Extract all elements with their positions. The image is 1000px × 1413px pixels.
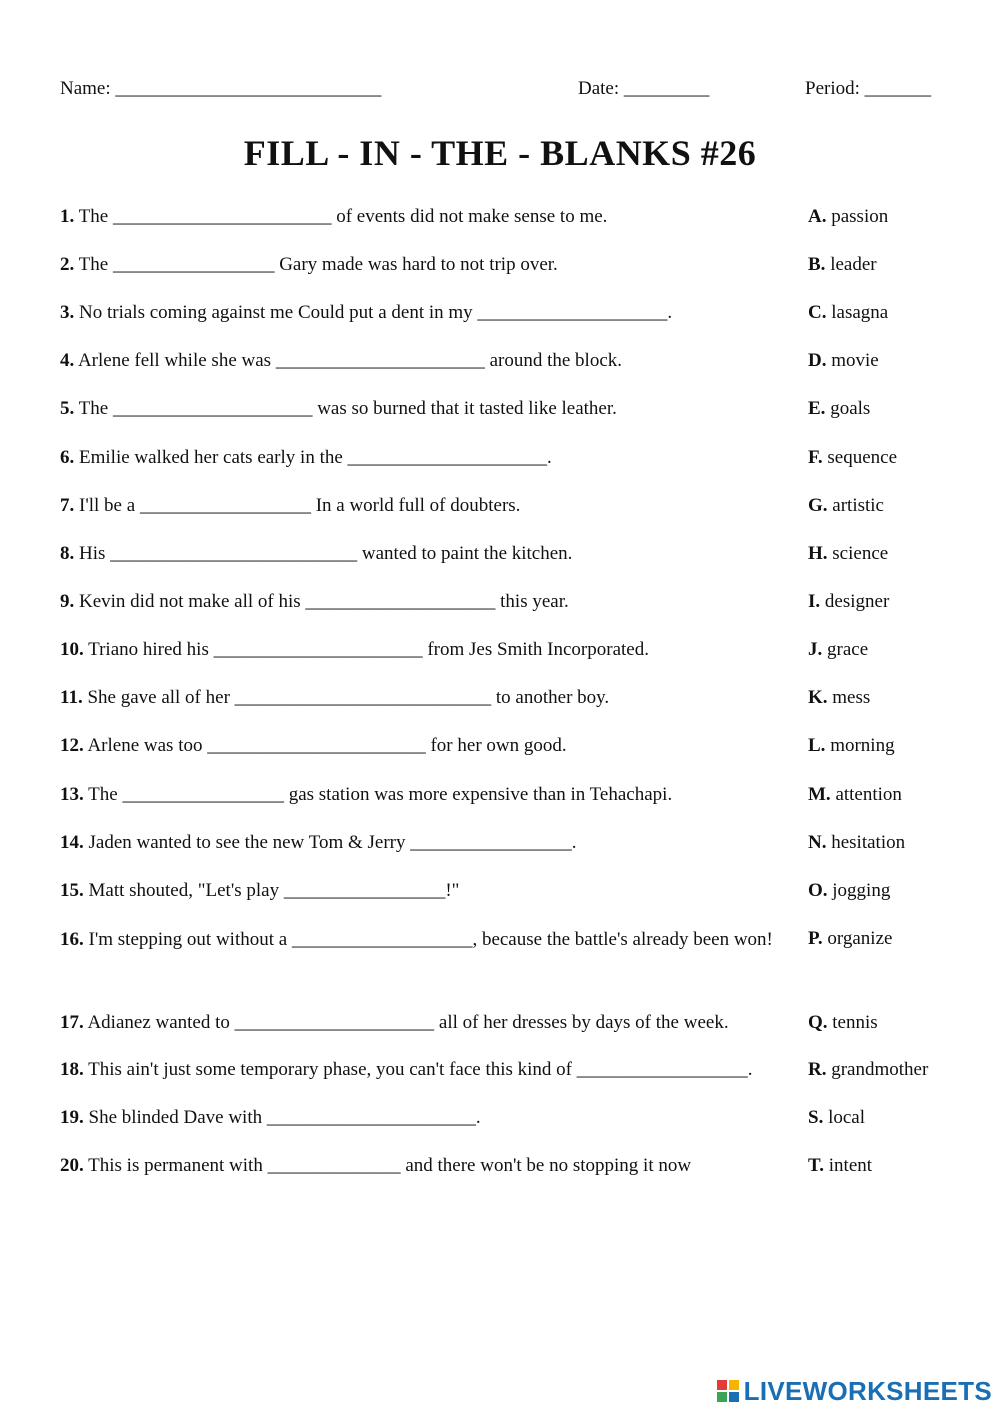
liveworksheets-logo-icon xyxy=(717,1380,739,1402)
word-bank-word: lasagna xyxy=(826,302,889,323)
word-bank-word: sequence xyxy=(822,447,898,468)
question-number: 6. xyxy=(60,447,75,468)
word-bank-word: grace xyxy=(822,639,869,660)
question-text xyxy=(60,1101,481,1135)
question-text-after: gas station was more expensive than in Tehachapi. xyxy=(283,784,673,805)
logo-square-blue xyxy=(729,1392,739,1402)
answer-blank[interactable]: __________________ xyxy=(576,1059,748,1080)
question-text-after: wanted to paint the kitchen. xyxy=(357,543,573,564)
question-text-after: . xyxy=(475,1107,481,1128)
question-number: 18. xyxy=(60,1059,84,1080)
question-text xyxy=(60,729,567,763)
question-text-before: The xyxy=(74,254,113,275)
question-text xyxy=(60,826,577,860)
word-bank-word: organize xyxy=(822,928,893,949)
word-bank-word: jogging xyxy=(827,880,891,901)
answer-blank[interactable]: _____________________ xyxy=(112,398,313,419)
word-bank-letter: C. xyxy=(808,302,827,323)
word-bank-item xyxy=(808,537,888,571)
question-number: 1. xyxy=(60,206,75,227)
question-number: 3. xyxy=(60,302,75,323)
word-bank-item xyxy=(808,681,870,715)
question-text xyxy=(60,200,607,234)
question-text-before: I'll be a xyxy=(74,495,140,516)
question-number: 16. xyxy=(60,929,84,950)
worksheet-title: FILL - IN - THE - BLANKS #26 xyxy=(243,133,757,173)
answer-blank[interactable]: _____________________ xyxy=(234,1012,435,1033)
word-bank-word: movie xyxy=(826,350,879,371)
question-text-after: and there won't be no stopping it now xyxy=(400,1155,692,1176)
answer-blank[interactable]: ____________________ xyxy=(477,302,668,323)
answer-blank[interactable]: _______________________ xyxy=(112,206,332,227)
question-text-after: for her own good. xyxy=(425,735,567,756)
word-bank-item xyxy=(808,296,888,330)
question-text xyxy=(60,392,617,426)
word-bank-letter: R. xyxy=(808,1059,827,1080)
period-field[interactable]: Period: _______ xyxy=(805,78,932,99)
word-bank-letter: S. xyxy=(808,1107,824,1128)
question-text-after: !" xyxy=(445,880,460,901)
question-text-after: . xyxy=(547,447,552,468)
word-bank-letter: M. xyxy=(808,784,831,805)
question-text-after: to another boy. xyxy=(491,687,610,708)
question-number: 7. xyxy=(60,495,75,516)
answer-blank[interactable]: ___________________________ xyxy=(234,687,492,708)
question-text-before: Adianez wanted to xyxy=(83,1012,235,1033)
question-text-after: this year. xyxy=(495,591,569,612)
question-text-before: The xyxy=(74,398,113,419)
logo-square-red xyxy=(717,1380,727,1390)
word-bank-word: tennis xyxy=(827,1012,878,1033)
question-text-after: In a world full of doubters. xyxy=(310,495,521,516)
question-number: 17. xyxy=(60,1012,84,1033)
question-number: 13. xyxy=(60,784,84,805)
word-bank-item xyxy=(808,922,892,956)
question-text-after: . xyxy=(667,302,673,323)
question-text-before: Triano hired his xyxy=(83,639,214,660)
word-bank-letter: T. xyxy=(808,1155,825,1176)
question-number: 20. xyxy=(60,1155,84,1176)
answer-blank[interactable]: _________________ xyxy=(112,254,275,275)
word-bank-word: science xyxy=(827,543,889,564)
question-text-after: around the block. xyxy=(484,350,622,371)
date-field[interactable]: Date: _________ xyxy=(578,78,710,99)
question-text-before: Jaden wanted to see the new Tom & Jerry xyxy=(83,832,411,853)
question-text-after: was so burned that it tasted like leather. xyxy=(312,398,617,419)
word-bank-letter: K. xyxy=(808,687,828,708)
question-number: 8. xyxy=(60,543,75,564)
question-text xyxy=(60,1053,753,1087)
question-text-before: Kevin did not make all of his xyxy=(74,591,306,612)
word-bank-letter: F. xyxy=(808,447,823,468)
word-bank-letter: D. xyxy=(808,350,827,371)
word-bank-item xyxy=(808,392,870,426)
question-text-after: . xyxy=(747,1059,753,1080)
word-bank-word: grandmother xyxy=(826,1059,929,1080)
word-bank-item xyxy=(808,729,895,763)
word-bank-item xyxy=(808,344,879,378)
word-bank-word: artistic xyxy=(827,495,884,516)
question-number: 15. xyxy=(60,880,84,901)
question-text-before: This is permanent with xyxy=(83,1155,268,1176)
question-number: 5. xyxy=(60,398,75,419)
answer-blank[interactable]: ____________________ xyxy=(305,591,496,612)
answer-blank[interactable]: _________________ xyxy=(410,832,572,853)
answer-blank[interactable]: ______________________ xyxy=(213,639,423,660)
word-bank-letter: B. xyxy=(808,254,826,275)
answer-blank[interactable]: _________________ xyxy=(122,784,284,805)
question-number: 10. xyxy=(60,639,84,660)
word-bank-item xyxy=(808,585,889,619)
answer-blank[interactable]: ___________________ xyxy=(291,929,473,950)
word-bank-letter: E. xyxy=(808,398,826,419)
question-number: 14. xyxy=(60,832,84,853)
word-bank-item xyxy=(808,633,868,667)
question-text-before: Matt shouted, "Let's play xyxy=(83,880,284,901)
answer-blank[interactable]: _________________ xyxy=(283,880,446,901)
question-text-before: The xyxy=(83,784,123,805)
question-text-after: of events did not make sense to me. xyxy=(331,206,608,227)
word-bank-item xyxy=(808,248,877,282)
question-number: 4. xyxy=(60,350,75,371)
answer-blank[interactable]: ______________________ xyxy=(275,350,485,371)
word-bank-word: goals xyxy=(825,398,871,419)
word-bank-item xyxy=(808,778,902,812)
question-text-before: I'm stepping out without a xyxy=(83,929,292,950)
question-text xyxy=(60,922,780,958)
header-fields xyxy=(60,78,940,104)
question-number: 19. xyxy=(60,1107,84,1128)
question-text-before: Arlene fell while she was xyxy=(74,350,276,371)
question-text xyxy=(60,633,649,667)
word-bank-letter: H. xyxy=(808,543,828,564)
question-text xyxy=(60,248,558,282)
answer-blank[interactable]: ______________________ xyxy=(266,1107,476,1128)
question-number: 11. xyxy=(60,687,83,708)
question-text-before: Arlene was too xyxy=(83,735,208,756)
question-text xyxy=(60,585,569,619)
word-bank-letter: J. xyxy=(808,639,823,660)
word-bank-letter: P. xyxy=(808,928,823,949)
word-bank-letter: I. xyxy=(808,591,821,612)
answer-blank[interactable]: ______________ xyxy=(267,1155,401,1176)
word-bank-item xyxy=(808,1149,872,1183)
word-bank-word: attention xyxy=(830,784,902,805)
word-bank-word: morning xyxy=(825,735,895,756)
answer-blank[interactable]: _______________________ xyxy=(207,735,426,756)
question-text-before: This ain't just some temporary phase, you can't face this kind of xyxy=(83,1059,577,1080)
question-text-after: . xyxy=(571,832,577,853)
question-text xyxy=(60,344,622,378)
word-bank-item xyxy=(808,1053,928,1087)
word-bank-item xyxy=(808,1006,878,1040)
question-text-before: The xyxy=(74,206,113,227)
word-bank-word: hesitation xyxy=(826,832,906,853)
word-bank-word: leader xyxy=(825,254,877,275)
question-text-after: all of her dresses by days of the week. xyxy=(434,1012,729,1033)
word-bank-item xyxy=(808,826,905,860)
question-text-after: from Jes Smith Incorporated. xyxy=(422,639,649,660)
logo-square-yellow xyxy=(729,1380,739,1390)
question-text xyxy=(60,681,609,715)
answer-blank[interactable]: _____________________ xyxy=(347,447,548,468)
word-bank-letter: A. xyxy=(808,206,827,227)
question-text xyxy=(60,1006,729,1040)
question-text-after: , because the battle's already been won! xyxy=(472,929,773,950)
word-bank-letter: L. xyxy=(808,735,826,756)
word-bank-item xyxy=(808,200,888,234)
question-number: 9. xyxy=(60,591,75,612)
word-bank-item xyxy=(808,874,890,908)
question-number: 2. xyxy=(60,254,75,275)
question-text xyxy=(60,537,572,571)
word-bank-word: local xyxy=(823,1107,866,1128)
name-field[interactable]: Name: ____________________________ xyxy=(60,78,382,99)
question-text xyxy=(60,296,672,330)
word-bank-letter: G. xyxy=(808,495,828,516)
question-text xyxy=(60,441,552,475)
word-bank-item xyxy=(808,1101,865,1135)
word-bank-letter: N. xyxy=(808,832,827,853)
word-bank-word: passion xyxy=(826,206,889,227)
word-bank-word: mess xyxy=(827,687,871,708)
word-bank-word: intent xyxy=(824,1155,873,1176)
question-text-before: No trials coming against me Could put a dent in my xyxy=(74,302,478,323)
word-bank-letter: O. xyxy=(808,880,828,901)
question-text-after: Gary made was hard to not trip over. xyxy=(274,254,558,275)
answer-blank[interactable]: __________________________ xyxy=(110,543,358,564)
word-bank-item xyxy=(808,441,897,475)
question-text xyxy=(60,778,672,812)
question-text-before: Emilie walked her cats early in the xyxy=(74,447,348,468)
question-text xyxy=(60,489,520,523)
logo-square-green xyxy=(717,1392,727,1402)
question-text-before: His xyxy=(74,543,111,564)
question-text xyxy=(60,874,459,908)
liveworksheets-logo-text: LIVEWORKSHEETS xyxy=(743,1375,992,1406)
word-bank-letter: Q. xyxy=(808,1012,828,1033)
word-bank-item xyxy=(808,489,884,523)
liveworksheets-branding xyxy=(717,1377,992,1405)
question-text-before: She blinded Dave with xyxy=(83,1107,267,1128)
question-text xyxy=(60,1149,691,1183)
answer-blank[interactable]: __________________ xyxy=(139,495,311,516)
word-bank-word: designer xyxy=(820,591,890,612)
question-number: 12. xyxy=(60,735,84,756)
question-text-before: She gave all of her xyxy=(82,687,235,708)
